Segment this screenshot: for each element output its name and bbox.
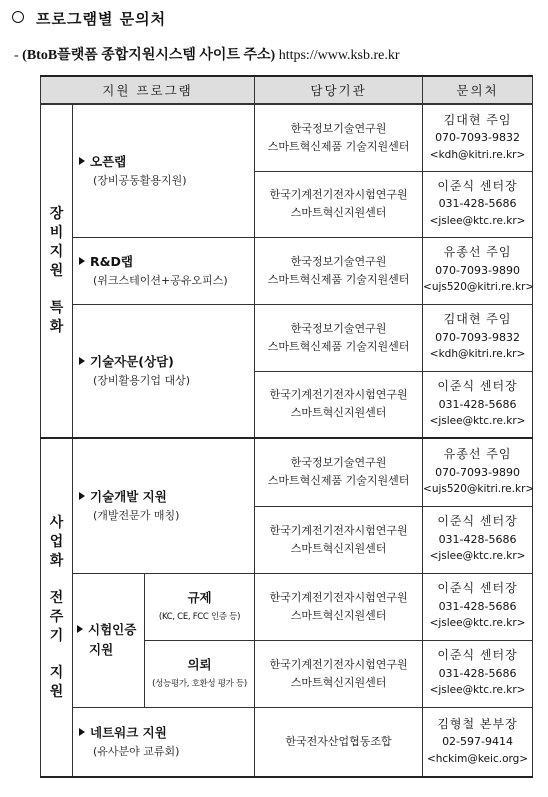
org-cell: 한국정보기술연구원 스마트혁신제품 기술지원센터 <box>255 304 423 371</box>
header-contact: 문의처 <box>423 76 533 104</box>
contact-cell: 이준식 센터장 031-428-5686 <jslee@ktc.re.kr> <box>423 640 533 707</box>
table-header-row <box>41 76 533 104</box>
contact-cell: 유종선 주임 070-7093-9890 <ujs520@kitri.re.kr> <box>423 237 533 304</box>
org-cell: 한국정보기술연구원 스마트혁신제품 기술지원센터 <box>255 438 423 506</box>
triangle-bullet-icon <box>79 492 85 500</box>
program-tech-dev: 기술개발 지원 (개발전문가 매칭) <box>73 438 255 573</box>
category-commercialization: 사 업 화 전 주 기 지 원 <box>41 438 73 777</box>
triangle-bullet-icon <box>79 357 85 365</box>
contact-cell: 이준식 센터장 031-428-5686 <jslee@ktc.re.kr> <box>423 573 533 640</box>
triangle-bullet-icon <box>79 728 85 736</box>
section-heading <box>12 8 166 29</box>
section-title: 프로그램별 문의처 <box>36 10 167 28</box>
triangle-bullet-icon <box>79 157 85 165</box>
table-row <box>41 104 533 171</box>
site-address-label: (BtoB플랫폼 종합지원시스템 사이트 주소) <box>22 48 276 63</box>
table-row <box>41 707 533 777</box>
org-cell: 한국기계전기전자시험연구원 스마트혁신지원센터 <box>255 171 423 237</box>
org-cell: 한국기계전기전자시험연구원 스마트혁신지원센터 <box>255 640 423 707</box>
site-url[interactable]: https://www.ksb.re.kr <box>278 48 400 63</box>
org-cell: 한국기계전기전자시험연구원 스마트혁신지원센터 <box>255 371 423 438</box>
org-cell: 한국전자산업협동조합 <box>255 707 423 777</box>
site-address-line <box>14 44 400 64</box>
header-program: 지원 프로그램 <box>41 76 255 104</box>
org-cell: 한국정보기술연구원 스마트혁신제품 기술지원센터 <box>255 104 423 171</box>
table-row <box>41 573 533 640</box>
org-cell: 한국정보기술연구원 스마트혁신제품 기술지원센터 <box>255 237 423 304</box>
triangle-bullet-icon <box>79 257 85 265</box>
triangle-bullet-icon <box>77 625 83 633</box>
org-cell: 한국기계전기전자시험연구원 스마트혁신지원센터 <box>255 506 423 573</box>
org-cell: 한국기계전기전자시험연구원 스마트혁신지원센터 <box>255 573 423 640</box>
program-tech-consulting: 기술자문(상담) (장비활용기업 대상) <box>73 304 255 438</box>
contact-cell: 이준식 센터장 031-428-5686 <jslee@ktc.re.kr> <box>423 171 533 237</box>
dash-prefix: - <box>14 48 23 63</box>
program-test-cert: 시험인증 지원 <box>73 573 145 707</box>
subprogram-request: 의뢰 (성능평가, 호환성 평가 등) <box>145 640 255 707</box>
contact-cell: 김대현 주임 070-7093-9832 <kdh@kitri.re.kr> <box>423 304 533 371</box>
contact-cell: 김형철 본부장 02-597-9414 <hckim@keic.org> <box>423 707 533 777</box>
category-equipment: 장 비 지 원 특 화 <box>41 104 73 438</box>
contact-cell: 이준식 센터장 031-428-5686 <jslee@ktc.re.kr> <box>423 506 533 573</box>
table-row <box>41 237 533 304</box>
contact-cell: 이준식 센터장 031-428-5686 <jslee@ktc.re.kr> <box>423 371 533 438</box>
program-rnd-lab: R&D랩 (위크스테이션+공유오피스) <box>73 237 255 304</box>
contact-cell: 김대현 주임 070-7093-9832 <kdh@kitri.re.kr> <box>423 104 533 171</box>
circle-bullet-icon <box>12 11 24 23</box>
contact-cell: 유종선 주임 070-7093-9890 <ujs520@kitri.re.kr> <box>423 438 533 506</box>
header-org: 담당기관 <box>255 76 423 104</box>
table-row <box>41 438 533 506</box>
program-network: 네트워크 지원 (유사분야 교류회) <box>73 707 255 777</box>
table-row <box>41 304 533 371</box>
subprogram-regulation: 규제 (KC, CE, FCC 인증 등) <box>145 573 255 640</box>
program-openlab: 오픈랩 (장비공동활용지원) <box>73 104 255 237</box>
contact-table <box>40 75 533 778</box>
